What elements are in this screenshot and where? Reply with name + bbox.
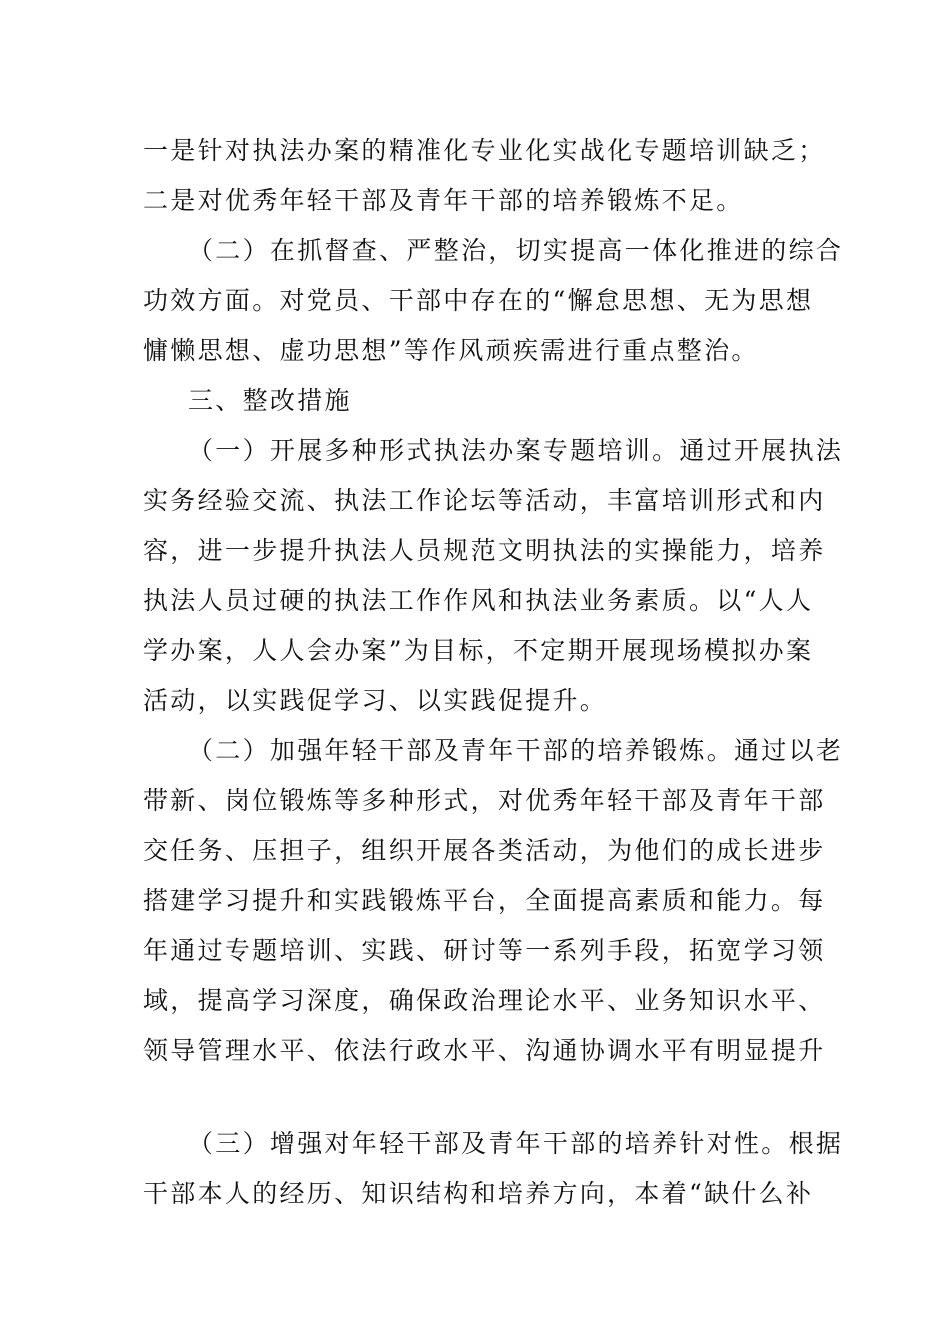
text-line: 执法人员过硬的执法工作作风和执法业务素质。以“人人 bbox=[143, 586, 814, 615]
text-line: 交任务、压担子，组织开展各类活动，为他们的成长进步 bbox=[143, 836, 826, 865]
text-line: 实务经验交流、执法工作论坛等活动，丰富培训形式和内 bbox=[143, 486, 826, 515]
text-line: 一是针对执法办案的精准化专业化实战化专题培训缺乏； bbox=[143, 136, 826, 165]
paragraph-start-line: （三）增强对年轻干部及青年干部的培养针对性。根据 bbox=[188, 1129, 844, 1158]
text-line: 年通过专题培训、实践、研讨等一系列手段，拓宽学习领 bbox=[143, 936, 826, 965]
text-line: 领导管理水平、依法行政水平、沟通协调水平有明显提升 bbox=[143, 1036, 826, 1065]
text-line: 功效方面。对党员、干部中存在的“懈怠思想、无为思想 bbox=[143, 286, 814, 315]
text-line: 搭建学习提升和实践锻炼平台，全面提高素质和能力。每 bbox=[143, 886, 826, 915]
text-line: 学办案，人人会办案”为目标，不定期开展现场模拟办案 bbox=[143, 636, 814, 665]
text-line: 活动，以实践促学习、以实践促提升。 bbox=[143, 686, 608, 715]
paragraph-start-line: （一）开展多种形式执法办案专题培训。通过开展执法 bbox=[188, 436, 844, 465]
text-line: 二是对优秀年轻干部及青年干部的培养锻炼不足。 bbox=[143, 186, 744, 215]
section-heading: 三、整改措施 bbox=[188, 386, 352, 415]
paragraph-start-line: （二）在抓督查、严整治，切实提高一体化推进的综合 bbox=[188, 236, 844, 265]
text-line: 域，提高学习深度，确保政治理论水平、业务知识水平、 bbox=[143, 986, 826, 1015]
text-line: 带新、岗位锻炼等多种形式，对优秀年轻干部及青年干部 bbox=[143, 786, 826, 815]
text-line: 慵懒思想、虚功思想”等作风顽疾需进行重点整治。 bbox=[143, 336, 759, 365]
paragraph-start-line: （二）加强年轻干部及青年干部的培养锻炼。通过以老 bbox=[188, 736, 844, 765]
text-line: 容，进一步提升执法人员规范文明执法的实操能力，培养 bbox=[143, 536, 826, 565]
text-line: 干部本人的经历、知识结构和培养方向，本着“缺什么补 bbox=[143, 1179, 814, 1208]
